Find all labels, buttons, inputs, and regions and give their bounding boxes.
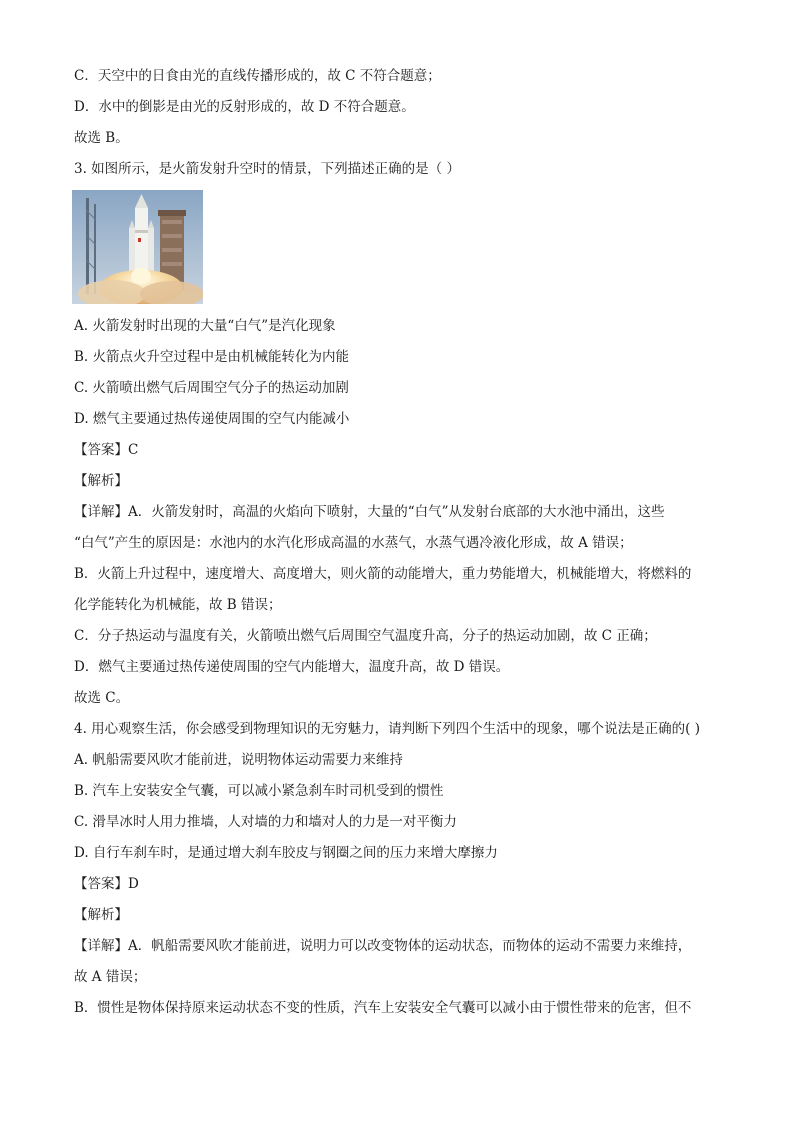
explanation-line: B．火箭上升过程中，速度增大、高度增大，则火箭的动能增大，重力势能增大，机械能增大，将燃料的 <box>74 566 692 582</box>
question-3-stem: 3. 如图所示，是火箭发射升空时的情景，下列描述正确的是（ ） <box>74 161 460 177</box>
explanation-line: 【详解】A．帆船需要风吹才能前进，说明力可以改变物体的运动状态，而物体的运动不需要力来维持， <box>74 938 692 954</box>
explanation-line: C．分子热运动与温度有关，火箭喷出燃气后周围空气温度升高，分子的热运动加剧，故 C 正确； <box>74 628 657 644</box>
option-b: B. 火箭点火升空过程中是由机械能转化为内能 <box>74 349 350 365</box>
option-a: A. 帆船需要风吹才能前进，说明物体运动需要力来维持 <box>74 752 403 768</box>
explanation-line: 化学能转化为机械能，故 B 错误； <box>74 597 282 613</box>
explanation-line: 故选 C。 <box>74 690 130 706</box>
option-d: D. 燃气主要通过热传递使周围的空气内能减小 <box>74 411 350 427</box>
explanation-line: B．惯性是物体保持原来运动状态不变的性质，汽车上安装安全气囊可以减小由于惯性带来的危害，但不 <box>74 1000 692 1016</box>
option-c: C. 滑旱冰时人用力推墙，人对墙的力和墙对人的力是一对平衡力 <box>74 814 457 830</box>
analysis-label: 【解析】 <box>74 907 128 923</box>
option-b: B. 汽车上安装安全气囊，可以减小紧急刹车时司机受到的惯性 <box>74 783 444 799</box>
option-c: C. 火箭喷出燃气后周围空气分子的热运动加剧 <box>74 380 349 396</box>
text-line: 故选 B。 <box>74 130 129 146</box>
explanation-line: “白气”产生的原因是：水池内的水汽化形成高温的水蒸气，水蒸气遇冷液化形成，故 A 错误； <box>74 535 633 551</box>
explanation-line: 故 A 错误； <box>74 969 147 985</box>
answer-label: 【答案】D <box>74 876 139 892</box>
answer-label: 【答案】C <box>74 442 139 458</box>
text-line: D．水中的倒影是由光的反射形成的，故 D 不符合题意。 <box>74 99 415 115</box>
option-a: A. 火箭发射时出现的大量“白气”是汽化现象 <box>74 318 336 334</box>
question-4-stem: 4. 用心观察生活，你会感受到物理知识的无穷魅力，请判断下列四个生活中的现象，哪个说法是正确的( ) <box>74 721 700 737</box>
option-d: D. 自行车刹车时，是通过增大刹车胶皮与钢圈之间的压力来增大摩擦力 <box>74 845 498 861</box>
explanation-line: 【详解】A．火箭发射时，高温的火焰向下喷射，大量的“白气”从发射台底部的大水池中涌出，这些 <box>74 504 665 520</box>
text-line: C．天空中的日食由光的直线传播形成的，故 C 不符合题意； <box>74 68 441 84</box>
explanation-line: D．燃气主要通过热传递使周围的空气内能增大，温度升高，故 D 错误。 <box>74 659 510 675</box>
analysis-label: 【解析】 <box>74 473 128 489</box>
rocket-launch-image <box>72 190 203 304</box>
